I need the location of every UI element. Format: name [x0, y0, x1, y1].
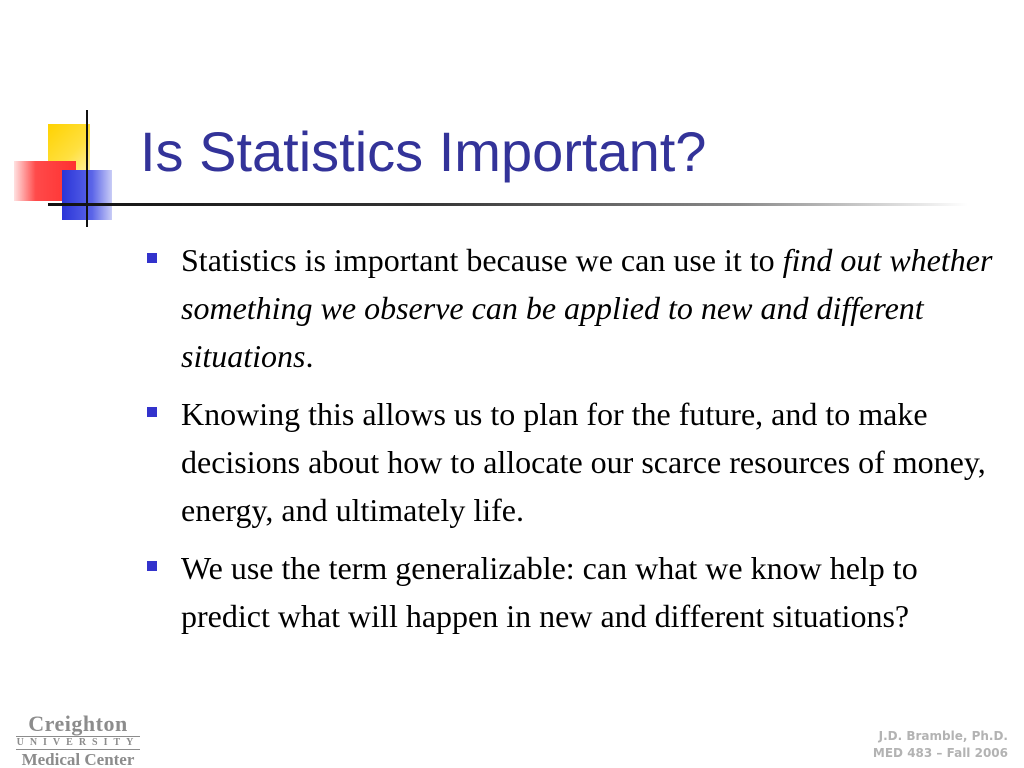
bullet-item: [145, 390, 1005, 534]
logo-line-2: UNIVERSITY: [16, 737, 140, 748]
slide-footer: [873, 728, 1008, 762]
bullet-text-emphasis: find out whether something we observe can be applied to new and different situations: [181, 242, 993, 374]
bullet-square-icon: [147, 253, 157, 263]
footer-course: MED 483 – Fall 2006: [872, 746, 1008, 760]
decoration-vertical-line: [86, 110, 88, 227]
bullet-text: Statistics is important because we can use it to: [181, 242, 783, 278]
logo-line-3: Medical Center: [21, 750, 135, 768]
title-underline: [48, 203, 968, 206]
bullet-text: We use the term generalizable: can what we know help to predict what will happen in new and different situations?: [181, 550, 918, 634]
creighton-logo: [14, 711, 142, 768]
bullet-text: Knowing this allows us to plan for the future, and to make decisions about how to allocate our scarce resources of money, energy, and ultimately life.: [181, 396, 986, 528]
bullet-item: [145, 236, 1005, 380]
footer-author: J.D. Bramble, Ph.D.: [878, 729, 1008, 743]
bullet-text-end: .: [305, 338, 314, 374]
bullet-square-icon: [147, 407, 157, 417]
bullet-item: [145, 544, 1005, 640]
logo-line-1: Creighton: [28, 711, 128, 736]
slide-title: Is Statistics Important?: [140, 120, 707, 183]
bullet-square-icon: [147, 561, 157, 571]
bullet-list: [145, 236, 1005, 650]
